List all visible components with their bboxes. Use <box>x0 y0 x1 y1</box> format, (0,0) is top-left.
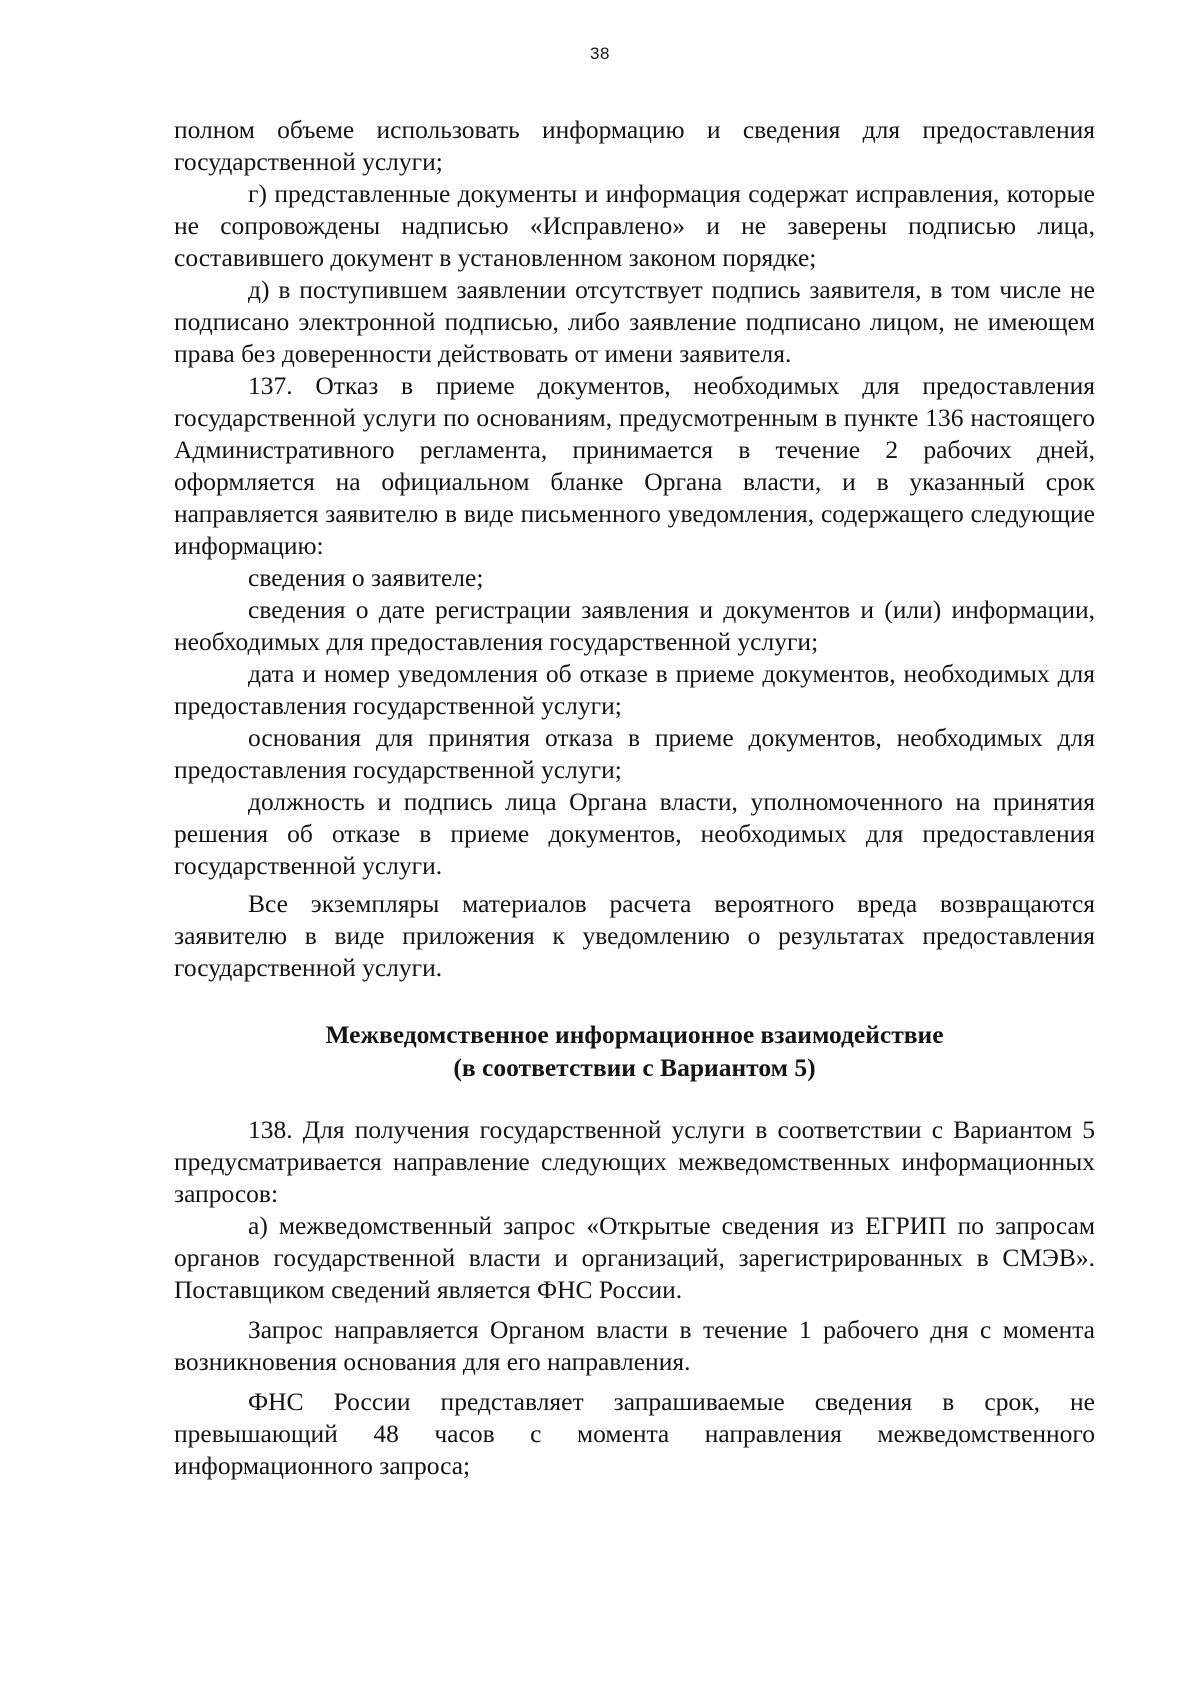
section-heading-line-1: Межведомственное информационное взаимодействие <box>325 1020 944 1049</box>
list-item-registration-date: сведения о дате регистрации заявления и документов и (или) информации, необходимых для предоставления государственной услуги; <box>174 595 1095 656</box>
paragraph-item-d: д) в поступившем заявлении отсутствует подпись заявителя, в том числе не подписано электронной подписью, либо заявление подписано лицом, не имеющем права без доверенности действовать от имени заявителя. <box>174 275 1095 368</box>
paragraph-materials-returned: Все экземпляры материалов расчета вероятного вреда возвращаются заявителю в виде приложения к уведомлению о результатах предоставления государственной услуги. <box>174 889 1095 982</box>
list-item-applicant-info: сведения о заявителе; <box>248 563 484 592</box>
section-heading-line-2: (в соответствии с Вариантом 5) <box>453 1053 816 1082</box>
paragraph-fns-response: ФНС России представляет запрашиваемые сведения в срок, не превышающий 48 часов с момента направления межведомственного информационного запроса; <box>174 1387 1095 1480</box>
paragraph-item-a: а) межведомственный запрос «Открытые сведения из ЕГРИП по запросам органов государственной власти и организаций, зарегистрированных в СМЭВ». Поставщиком сведений является ФНС России. <box>174 1211 1095 1304</box>
paragraph-item-g: г) представленные документы и информация содержат исправления, которые не сопровождены надписью «Исправлено» и не заверены подписью лица, составившего документ в установленном законом порядке; <box>174 179 1095 272</box>
paragraph-request-timing: Запрос направляется Органом власти в течение 1 рабочего дня с момента возникновения основания для его направления. <box>174 1315 1095 1376</box>
list-item-refusal-grounds: основания для принятия отказа в приеме документов, необходимых для предоставления государственной услуги; <box>174 723 1095 784</box>
paragraph-137: 137. Отказ в приеме документов, необходимых для предоставления государственной услуги по основаниям, предусмотренным в пункте 136 настоящего Административного регламента, принимается в течение 2 рабочих дней, оформляется на официальном бланке Органа власти, и в указанный срок направляется заявителю в виде письменного уведомления, содержащего следующие информацию: <box>174 371 1095 560</box>
list-item-official-signature: должность и подпись лица Органа власти, уполномоченного на принятия решения об отказе в приеме документов, необходимых для предоставления государственной услуги. <box>174 787 1095 880</box>
page-number: 38 <box>590 44 610 63</box>
section-heading <box>174 1018 1095 1084</box>
document-body <box>174 114 1095 1482</box>
list-item-notice-date-number: дата и номер уведомления об отказе в приеме документов, необходимых для предоставления государственной услуги; <box>174 659 1095 720</box>
paragraph-continuation: полном объеме использовать информацию и сведения для предоставления государственной услуги; <box>174 115 1095 176</box>
paragraph-138: 138. Для получения государственной услуги в соответствии с Вариантом 5 предусматривается направление следующих межведомственных информационных запросов: <box>174 1115 1095 1208</box>
